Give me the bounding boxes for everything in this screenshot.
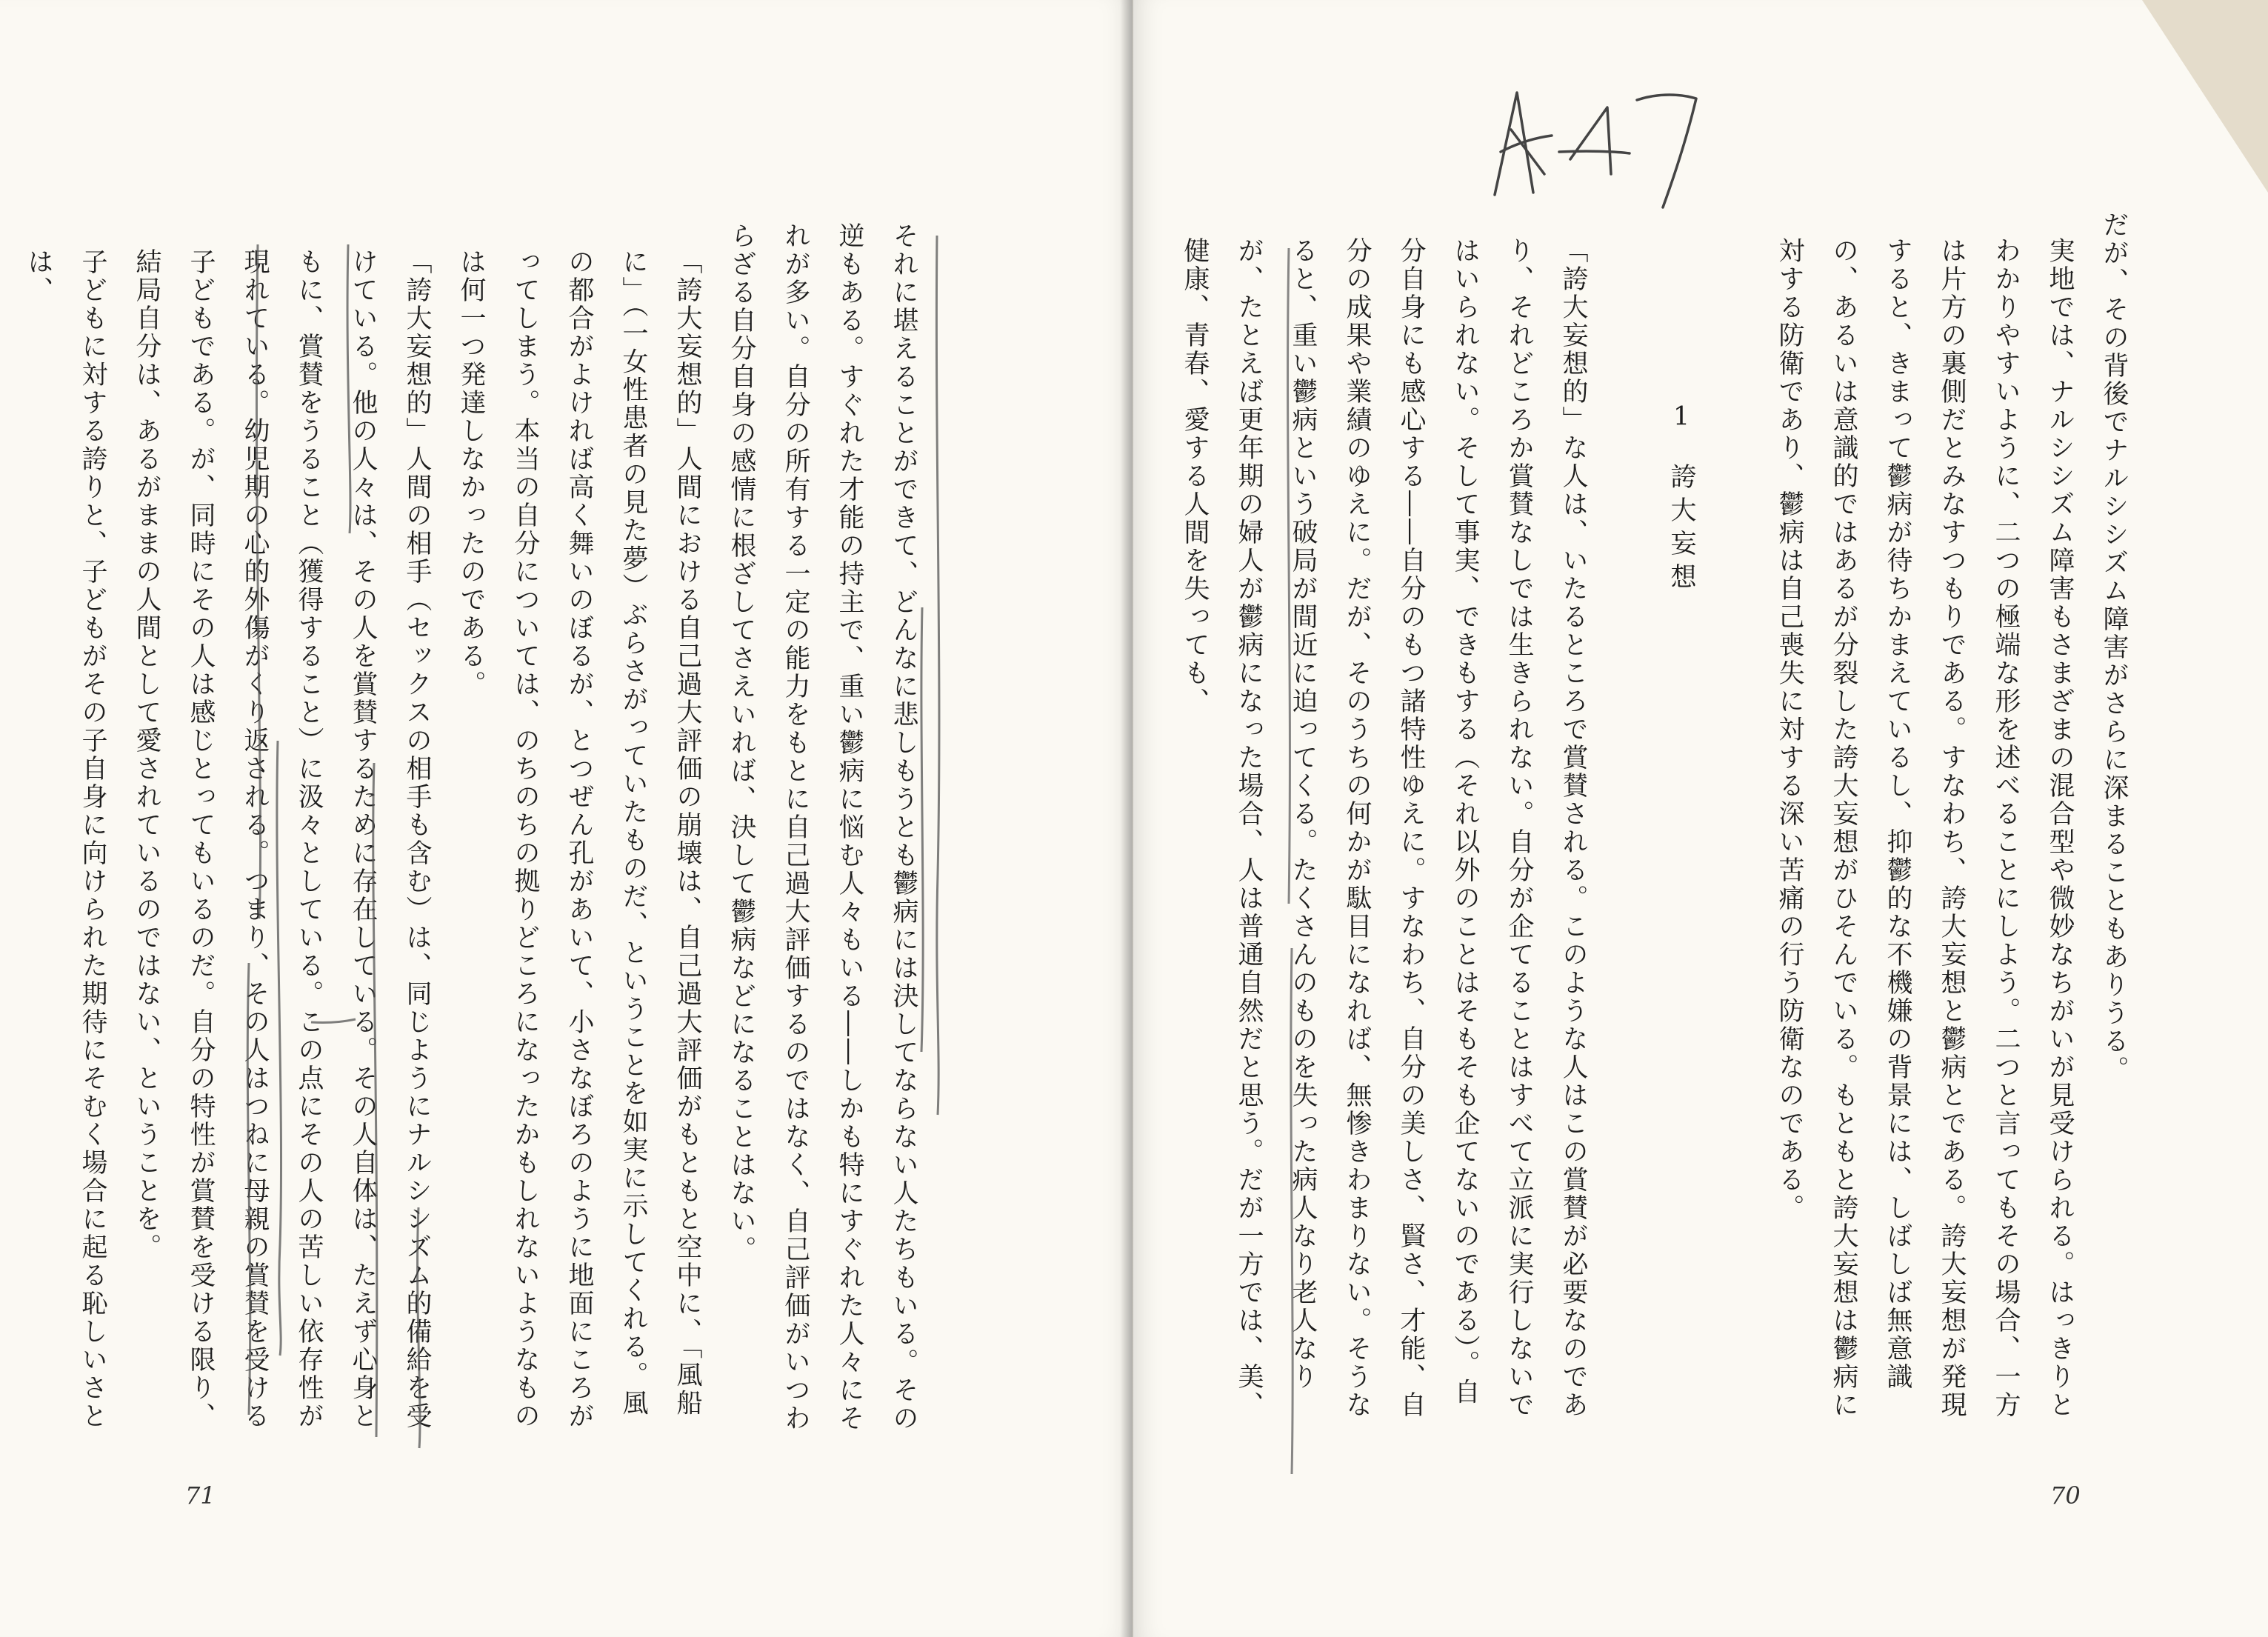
- paragraph: 子どもに対する誇りと、子どもがその子自身に向けられた期待にそむく場合に起る恥しいさとは、: [24, 248, 107, 1430]
- page-number: 70: [2050, 1481, 2081, 1510]
- paragraph: 「誇大妄想的」人間の相手（セックスの相手も含む）は、同じようにナルシシズム的備給を受けている。他の人々は、その人を賞賛するために存在している。その人自体は、たえず心身ともに、賞賛をうること（獲得すること）に汲々としている。この点にその人の苦しい依存性が現れている。幼児期の心的外傷がくり返される。つまり、その人はつねに母親の賞賛を受ける子どもである。が、同時にその人は感じとってもいるのだ。自分の特性が賞賛を受ける限り、結局自分は、あるがままの人間として愛されているのではない、ということを。: [132, 248, 432, 1430]
- section-heading: [1654, 211, 1708, 1426]
- left-page-text: [24, 222, 930, 1437]
- spacer: [1708, 211, 1762, 1426]
- section-number: 1: [1672, 404, 1690, 430]
- handwritten-note-sketch: [1481, 63, 1704, 219]
- paragraph: それに堪えることができて、どんなに悲しもうとも鬱病には決してならない人たちもいる。その逆もある。すぐれた才能の持主で、重い鬱病に悩む人々もいる――しかも特にすぐれた人々にそれが多い。自分の所有する一定の能力をもとに自己過大評価するのではなく、自己評価がいつわらざる自分自身の感情に根ざしてさえいれば、決して鬱病などになることはない。: [727, 222, 918, 1433]
- folded-corner: [2142, 0, 2268, 193]
- right-page: [1133, 0, 2268, 1637]
- spacer: [1600, 211, 1654, 1426]
- right-page-text: [1180, 211, 2141, 1426]
- left-page: [0, 0, 1132, 1637]
- paragraph: だが、その背後でナルシシズム障害がさらに深まることもありうる。: [2099, 211, 2129, 1084]
- paragraph: 実地では、ナルシシズム障害もさまざまの混合型や微妙なちがいが見受けられる。はっきりとわかりやすいように、二つの極端な形を述べることにしよう。二つと言ってもその場合、一方は片方の裏側だとみなすつもりである。すなわち、誇大妄想と鬱病とである。誇大妄想が発現すると、きまって鬱病が待ちかまえているし、抑鬱的な不機嫌の背景には、しばしば無意識の、あるいは意識的ではあるが分裂した誇大妄想がひそんでいる。もともと誇大妄想は鬱病に対する防衛であり、鬱病は自己喪失に対する深い苦痛の行う防衛なのである。: [1775, 237, 2075, 1419]
- paragraph: 「誇大妄想的」人間における自己過大評価の崩壊は、自己過大評価がもともと空中に、「風船に」（一女性患者の見た夢）ぶらさがっていたものだ、ということを如実に示してくれる。風の都合がよければ高く舞いのぼるが、とつぜん孔があいて、小さなぼろのように地面にころがってしまう。本当の自分については、のちのちの拠りどころになったかもしれないようなものは何一つ発達しなかったのである。: [456, 248, 702, 1430]
- page-number: 71: [185, 1481, 216, 1510]
- paragraph: 「誇大妄想的」な人は、いたるところで賞賛される。このような人はこの賞賛が必要なのであり、それどころか賞賛なしでは生きられない。自分が企てることはすべて立派に実行しないではいられない。そして事実、できもする（それ以外のことはそもそも企てないのである）。自分自身にも感心する――自分のもつ諸特性ゆえに。すなわち、自分の美しさ、賢さ、才能、自分の成果や業績のゆえに。だが、そのうちの何かが駄目になれば、無惨きわまりない。そうなると、重い鬱病という破局が間近に迫ってくる。たくさんのものを失った病人なり老人なりが、たとえば更年期の婦人が鬱病になった場合、人は普通自然だと思う。だが一方では、美、健康、青春、愛する人間を失っても、: [1180, 237, 1588, 1419]
- section-title: 誇大妄想: [1667, 463, 1696, 596]
